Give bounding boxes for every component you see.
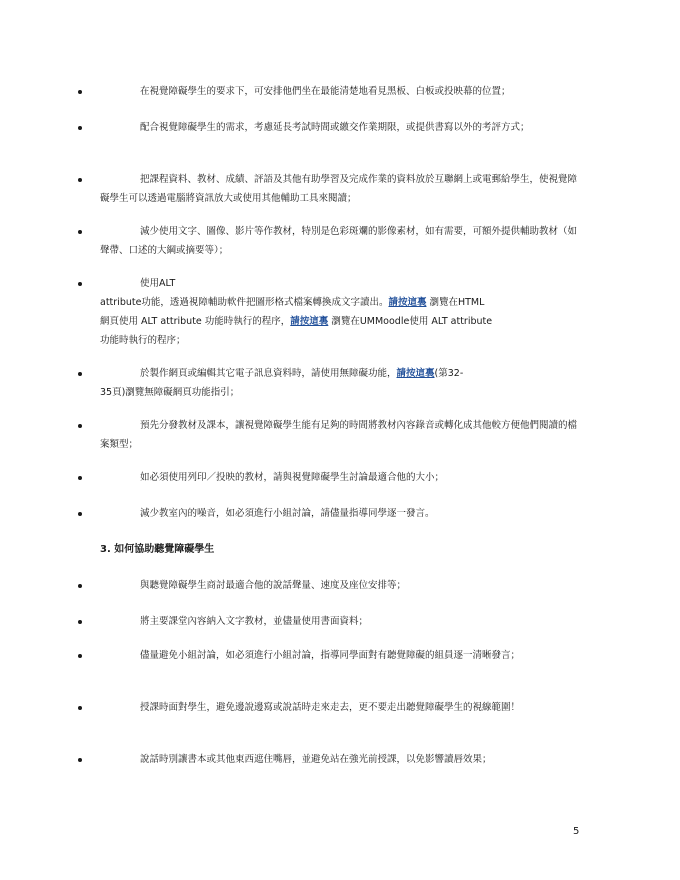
- bullet-icon: [78, 706, 82, 710]
- list-item: [100, 750, 578, 769]
- list-item-text: 把課程資料、教材、成績、評語及其他有助學習及完成作業的資料放於互聯網上或電郵給學生，使視覺障礙學生可以透過電腦將資訊放大或使用其他輔助工具來閱讀；: [100, 174, 578, 204]
- bullet-icon: [78, 584, 82, 588]
- bullet-icon: [78, 126, 82, 130]
- alt-item-line1: 使用ALT: [140, 278, 176, 289]
- section-heading: 3. 如何協助聽覺障礙學生: [100, 544, 215, 555]
- list-item-text: 配合視覺障礙學生的需求，考慮延長考試時間或繳交作業期限，或提供書寫以外的考評方式；: [140, 122, 530, 133]
- list-item-text: 如必須使用列印／投映的教材，請與視覺障礙學生討論最適合他的大小；: [140, 472, 445, 483]
- list-item-text: 儘量避免小組討論，如必須進行小組討論，指導同學面對有聽覺障礙的組員逐一清晰發言；: [140, 650, 521, 661]
- alt-item-line2: [100, 293, 578, 312]
- list-item-accessible-web: [100, 364, 578, 402]
- list-item-text: 預先分發教材及課本，讓視覺障礙學生能有足夠的時間將教材內容錄音或轉化成其他較方便他們閱讀的檔案類型；: [100, 420, 578, 450]
- web-item-text: (第32-: [434, 368, 464, 379]
- bullet-icon: [78, 654, 82, 658]
- list-item: [100, 82, 578, 101]
- alt-item-text: 瀏覽在UMMoodle使用 ALT attribute: [328, 316, 493, 327]
- list-item-text: 說話時別讓書本或其他東西遮住嘴唇，並避免站在強光前授課，以免影響讀唇效果；: [140, 754, 492, 765]
- bullet-icon: [78, 178, 82, 182]
- bullet-icon: [78, 512, 82, 516]
- list-item: [100, 416, 578, 454]
- web-item-line2: 35頁)瀏覽無障礙網頁功能指引；: [100, 387, 240, 398]
- alt-item-line4: 功能時執行的程序；: [100, 335, 186, 346]
- bullet-icon: [78, 90, 82, 94]
- bullet-icon: [78, 424, 82, 428]
- accessible-web-guide-link[interactable]: 請按這裏: [396, 368, 435, 379]
- alt-moodle-link[interactable]: 請按這裏: [290, 316, 329, 327]
- bullet-icon: [78, 372, 82, 376]
- list-item-text: 減少教室內的噪音，如必須進行小組討論，請儘量指導同學逐一發言。: [140, 508, 435, 519]
- alt-item-text: 網頁使用 ALT attribute 功能時執行的程序，: [100, 316, 291, 327]
- list-item-text: 授課時面對學生，避免邊說邊寫或說話時走來走去，更不要走出聽覺障礙學生的視線範圍！: [140, 702, 521, 713]
- bullet-icon: [78, 758, 82, 762]
- list-item-text: 與聽覺障礙學生商討最適合他的說話聲量、速度及座位安排等；: [140, 580, 407, 591]
- list-item: [100, 504, 578, 523]
- page-number: 5: [573, 826, 580, 837]
- alt-item-text: 瀏覽在HTML: [426, 297, 485, 308]
- list-item-alt-attribute: [100, 274, 578, 350]
- web-item-text: 於製作網頁或編輯其它電子訊息資料時，請使用無障礙功能，: [140, 368, 397, 379]
- list-item-text: 將主要課堂內容納入文字教材，並儘量使用書面資料；: [140, 616, 369, 627]
- bullet-icon: [78, 620, 82, 624]
- list-item: [100, 170, 578, 208]
- list-item: [100, 646, 578, 665]
- list-item: [100, 698, 578, 717]
- bullet-icon: [78, 476, 82, 480]
- list-item-text: 在視覺障礙學生的要求下，可安排他們坐在最能清楚地看見黑板、白板或投映幕的位置；: [140, 86, 511, 97]
- list-item: [100, 222, 578, 260]
- list-item: [100, 118, 578, 137]
- bullet-icon: [78, 230, 82, 234]
- list-item: [100, 468, 578, 487]
- bullet-icon: [78, 282, 82, 286]
- alt-item-text: attribute功能，透過視障輔助軟件把圖形格式檔案轉換成文字讀出。: [100, 297, 389, 308]
- list-item-text: 減少使用文字、圖像、影片等作教材，特別是色彩斑斕的影像素材，如有需要，可額外提供輔助教材（如聲帶、口述的大綱或摘要等）；: [100, 226, 578, 256]
- list-item: [100, 576, 578, 595]
- list-item: [100, 612, 578, 631]
- alt-item-line3: [100, 312, 578, 331]
- alt-html-link[interactable]: 請按這裏: [388, 297, 427, 308]
